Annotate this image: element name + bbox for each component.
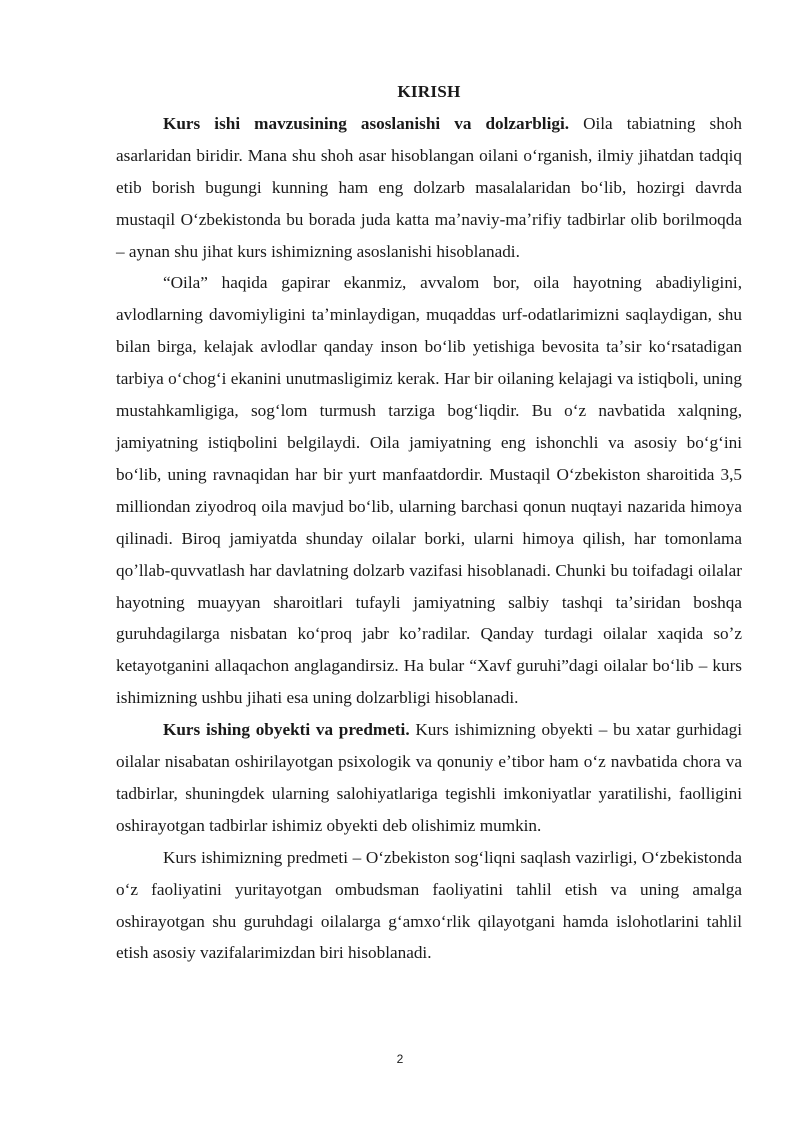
page-content [116,76,742,969]
page-number: 2 [396,1052,404,1066]
paragraph-relevance [116,108,742,268]
paragraph-object [116,714,742,842]
section-title: KIRISH [397,82,461,101]
paragraph-lead: Kurs ishi mavzusining asoslanishi va dolzarbligi. [163,113,570,133]
paragraph-text: Kurs ishimizning obyekti – bu xatar gurhidagi oilalar nisabatan oshirilayotgan psixologik va qonuniy eʼtibor ham oʻz navbatida chora va tadbirlar, shuningdek ularning salohiyatlariga tegishli imkoniyatlar yaratilishi, faolligini oshirayotgan tadbirlar ishimiz obyekti deb olishimiz mumkin. [116,720,743,835]
paragraph-text: Oila tabiatning shoh asarlaridan biridir. Mana shu shoh asar hisoblangan oilani oʻrganish, ilmiy jihatdan tadqiq etib borish bugungi kunning ham eng dolzarb masalalaridan boʻlib, hozirgi davrda mustaqil Oʻzbekistonda bu borada juda katta maʼnaviy-maʼrifiy tadbirlar olib borilmoqda – aynan shu jihat kurs ishimizning asoslanishi hisoblanadi. [116,113,743,261]
paragraph-text: Kurs ishimizning predmeti – Oʻzbekiston sogʻliqni saqlash vazirligi, Oʻzbekistonda oʻz faoliyatini yuritayotgan ombudsman faoliyatini tahlil etish va uning amalga oshirayotgan shu guruhdagi oilalarga gʻamxoʻrlik qilayotgani hamda islohotlarini tahlil etish asosiy vazifalarimizdan biri hisoblanadi. [116,847,742,963]
paragraph-family [116,267,742,714]
paragraph-lead: Kurs ishing obyekti va predmeti. [163,720,410,740]
paragraph-subject [116,842,742,970]
paragraph-text: “Oila” haqida gapirar ekanmiz, avvalom bor, oila hayotning abadiyligini, avlodlarning davomiyligini taʼminlaydigan, muqaddas urf-odatlarimizni saqlaydigan, shu bilan birga, kelajak avlodlar qanday inson boʻlib yetishiga bevosita taʼsir koʻrsatadigan tarbiya oʻchogʻi ekanini unutmasligimiz kerak. Har bir oilaning kelajagi va istiqboli, uning mustahkamligiga, sogʻlom turmush tarziga bogʻliqdir. Bu oʻz navbatida xalqning, jamiyatning istiqbolini belgilaydi. Oila jamiyatning eng ishonchli va asosiy boʻgʻini boʻlib, uning ravnaqidan har bir yurt manfaatdordir. Mustaqil Oʻzbekiston sharoitida 3,5 milliondan ziyodroq oila mavjud boʻlib, ularning barchasi qonun nuqtayi nazarida himoya qilinadi. Biroq jamiyatda shunday oilalar borki, ularni himoya qilish, har tomonlama qoʼllab-quvvatlash har davlatning dolzarb vazifasi hisoblanadi. Chunki bu toifadagi oilalar hayotning muayyan sharoitlari tufayli jamiyatning salbiy tashqi taʼsiridan boshqa guruhdagilarga nisbatan koʻproq jabr koʼradilar. Qanday turdagi oilalar xaqida soʼz ketayotganini allaqachon anglagandirsiz. Ha bular “Xavf guruhi”dagi oilalar boʻlib – kurs ishimizning ushbu jihati esa uning dolzarbligi hisoblanadi. [116,273,742,708]
